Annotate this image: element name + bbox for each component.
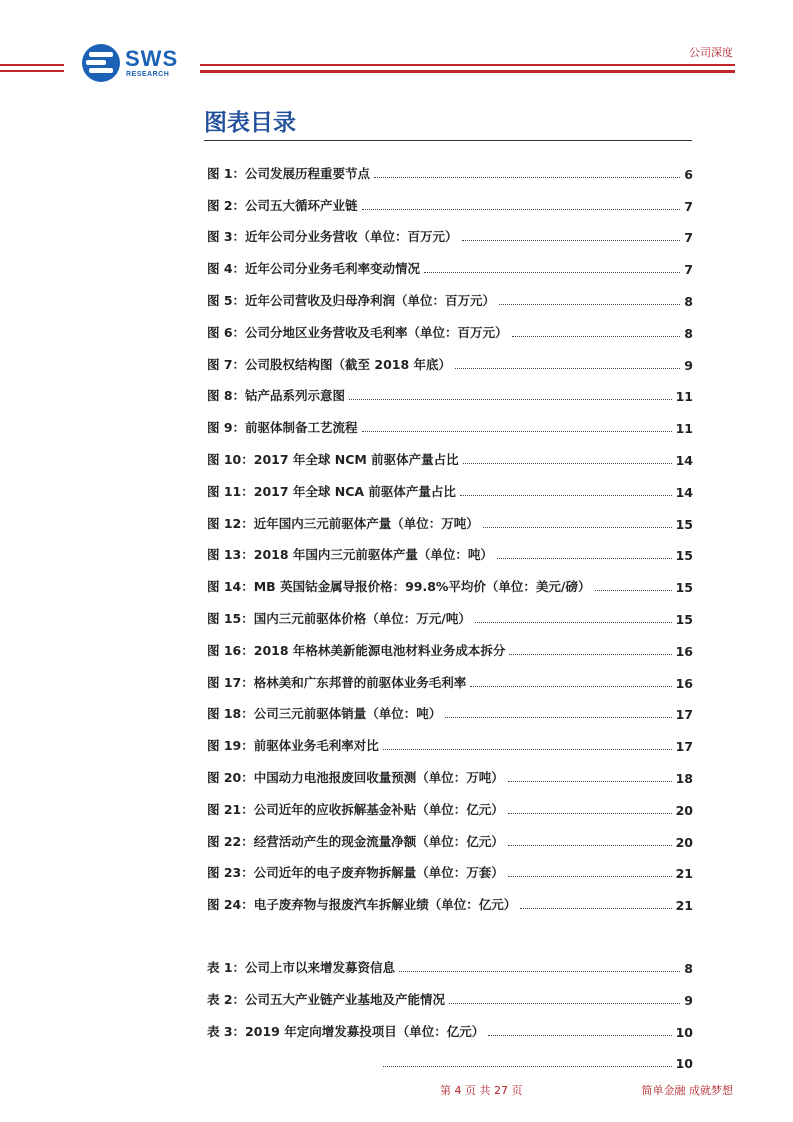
toc-entry-label: 图 21：公司近年的应收拆解基金补贴（单位：亿元） [207, 801, 504, 817]
toc-entry-page: 21 [675, 898, 693, 914]
toc-entry-label: 图 18：公司三元前驱体销量（单位：吨） [207, 706, 442, 722]
toc-title: 图表目录 [204, 110, 296, 136]
figure-entry[interactable] [207, 881, 693, 913]
toc-entry-page: 8 [684, 325, 693, 341]
dot-leader [424, 271, 680, 273]
figure-entry[interactable] [207, 754, 693, 786]
toc-entry-page: 17 [675, 739, 693, 755]
dot-leader [349, 398, 672, 400]
figure-entry[interactable] [207, 277, 693, 309]
dot-leader [383, 748, 672, 750]
table-entry[interactable] [207, 1008, 693, 1040]
figure-entry[interactable] [207, 659, 693, 691]
dot-leader [470, 685, 671, 687]
page-header [0, 0, 793, 95]
toc-entry-label: 图 5：近年公司营收及归母净利润（单位：百万元） [207, 292, 496, 308]
title-divider [204, 140, 692, 141]
dot-leader [508, 780, 672, 782]
toc-entry-label: 图 14：MB 英国钴金属导报价格：99.8%平均价（单位：美元/磅） [207, 579, 591, 595]
toc-entry-page: 7 [684, 230, 693, 246]
dot-leader [508, 844, 672, 846]
logo-text: SWS [125, 46, 179, 71]
figure-entry[interactable] [207, 627, 693, 659]
dot-leader [497, 557, 672, 559]
toc-entry-page: 7 [684, 198, 693, 214]
toc-entry-page: 14 [675, 484, 693, 500]
toc-entry-page: 15 [675, 516, 693, 532]
table-entry[interactable] [207, 1040, 693, 1072]
toc-entry-label: 图 19：前驱体业务毛利率对比 [207, 738, 379, 754]
figure-entry[interactable] [207, 182, 693, 214]
toc-entry-page: 15 [675, 580, 693, 596]
dot-leader [512, 335, 681, 337]
toc-entry-label: 图 13：2018 年国内三元前驱体产量（单位：吨） [207, 547, 493, 563]
figure-entry[interactable] [207, 150, 693, 182]
dot-leader [449, 1002, 680, 1004]
table-entry[interactable] [207, 944, 693, 976]
header-rule-right [200, 64, 735, 66]
dot-leader [509, 653, 671, 655]
toc-entry-page: 10 [675, 1056, 693, 1072]
logo-globe-icon [82, 44, 120, 82]
toc-entry-label: 图 7：公司股权结构图（截至 2018 年底） [207, 356, 452, 372]
toc-entry-label: 图 10：2017 年全球 NCM 前驱体产量占比 [207, 451, 459, 467]
toc-entry-page: 15 [675, 611, 693, 627]
toc-entry-label: 图 4：近年公司分业务毛利率变动情况 [207, 261, 421, 277]
document-type: 公司深度 [689, 46, 733, 59]
toc-entry-page: 21 [675, 866, 693, 882]
dot-leader [374, 176, 680, 178]
figure-entry[interactable] [207, 245, 693, 277]
dot-leader [362, 430, 672, 432]
figure-entry[interactable] [207, 436, 693, 468]
figure-entry[interactable] [207, 309, 693, 341]
dot-leader [508, 812, 672, 814]
toc-entry-page: 20 [675, 802, 693, 818]
toc-entry-label: 图 15：国内三元前驱体价格（单位：万元/吨） [207, 610, 471, 626]
figure-entry[interactable] [207, 595, 693, 627]
header-rule-right-2 [200, 70, 735, 73]
dot-leader [508, 875, 672, 877]
toc-entry-page: 8 [684, 960, 693, 976]
footer-slogan: 简单金融 成就梦想 [641, 1084, 733, 1097]
dot-leader [499, 303, 680, 305]
figure-entry[interactable] [207, 341, 693, 373]
dot-leader [483, 526, 672, 528]
toc-entry-page: 8 [684, 293, 693, 309]
table-entry[interactable] [207, 976, 693, 1008]
toc-entry-label: 图 17：格林美和广东邦普的前驱体业务毛利率 [207, 674, 467, 690]
toc-entry-page: 17 [675, 707, 693, 723]
toc-entry-page: 20 [675, 834, 693, 850]
figure-entry[interactable] [207, 214, 693, 246]
dot-leader [383, 1065, 672, 1067]
toc-entry-label: 图 22：经营活动产生的现金流量净额（单位：亿元） [207, 833, 504, 849]
toc-entry-label: 图 2：公司五大循环产业链 [207, 197, 358, 213]
toc-entry-label: 图 9：前驱体制备工艺流程 [207, 420, 358, 436]
dot-leader [455, 367, 680, 369]
toc-entry-page: 16 [675, 643, 693, 659]
toc-entry-page: 9 [684, 992, 693, 1008]
toc-entry-label: 图 20：中国动力电池报废回收量预测（单位：万吨） [207, 769, 504, 785]
dot-leader [462, 239, 681, 241]
figure-entry[interactable] [207, 500, 693, 532]
toc-entry-label: 图 12：近年国内三元前驱体产量（单位：万吨） [207, 515, 479, 531]
toc-entry-label: 图 3：近年公司分业务营收（单位：百万元） [207, 229, 458, 245]
toc-entry-page: 7 [684, 262, 693, 278]
figure-entry[interactable] [207, 722, 693, 754]
dot-leader [488, 1034, 671, 1036]
toc-entry-page: 9 [684, 357, 693, 373]
dot-leader [362, 208, 681, 210]
page-footer [0, 1080, 793, 1100]
figure-entry[interactable] [207, 818, 693, 850]
toc-entry-page: 10 [675, 1024, 693, 1040]
toc-entry-page: 16 [675, 675, 693, 691]
header-rule-left-2 [0, 70, 64, 72]
figure-entry[interactable] [207, 563, 693, 595]
dot-leader [399, 970, 680, 972]
toc-entry-label: 图 1：公司发展历程重要节点 [207, 165, 371, 181]
toc-entry-label: 图 23：公司近年的电子废弃物拆解量（单位：万套） [207, 865, 504, 881]
figure-entry[interactable] [207, 373, 693, 405]
dot-leader [475, 621, 672, 623]
figure-entry[interactable] [207, 691, 693, 723]
figure-entry[interactable] [207, 786, 693, 818]
toc-entry-page: 6 [684, 166, 693, 182]
toc-entry-label: 表 1：公司上市以来增发募资信息 [207, 959, 396, 975]
toc-entry-label: 表 3：2019 年定向增发募投项目（单位：亿元） [207, 1023, 485, 1039]
dot-leader [463, 462, 672, 464]
toc-entry-page: 11 [675, 389, 693, 405]
logo-subtext: RESEARCH [126, 71, 170, 78]
toc-entry-page: 15 [675, 548, 693, 564]
toc-entry-label: 图 11：2017 年全球 NCA 前驱体产量占比 [207, 483, 456, 499]
figure-entry[interactable] [207, 850, 693, 882]
toc-entry-label: 表 2：公司五大产业链产业基地及产能情况 [207, 991, 446, 1007]
toc-entry-page: 18 [675, 770, 693, 786]
toc-entry-page: 11 [675, 421, 693, 437]
toc-entry-label: 图 6：公司分地区业务营收及毛利率（单位：百万元） [207, 324, 508, 340]
figure-entry[interactable] [207, 468, 693, 500]
header-rule-left [0, 64, 64, 66]
sws-logo [82, 44, 182, 84]
section-gap [207, 913, 693, 944]
toc-entry-label: 图 24：电子废弃物与报废汽车拆解业绩（单位：亿元） [207, 897, 517, 913]
page-number: 第 4 页 共 27 页 [440, 1084, 523, 1097]
dot-leader [460, 494, 672, 496]
figure-entry[interactable] [207, 404, 693, 436]
dot-leader [445, 716, 671, 718]
figure-entry[interactable] [207, 532, 693, 564]
toc-entry-page: 14 [675, 452, 693, 468]
dot-leader [595, 589, 672, 591]
dot-leader [520, 907, 671, 909]
toc-entry-label: 图 8：钴产品系列示意图 [207, 388, 346, 404]
toc-entry-label: 图 16：2018 年格林美新能源电池材料业务成本拆分 [207, 642, 506, 658]
table-of-figures [207, 150, 693, 1071]
